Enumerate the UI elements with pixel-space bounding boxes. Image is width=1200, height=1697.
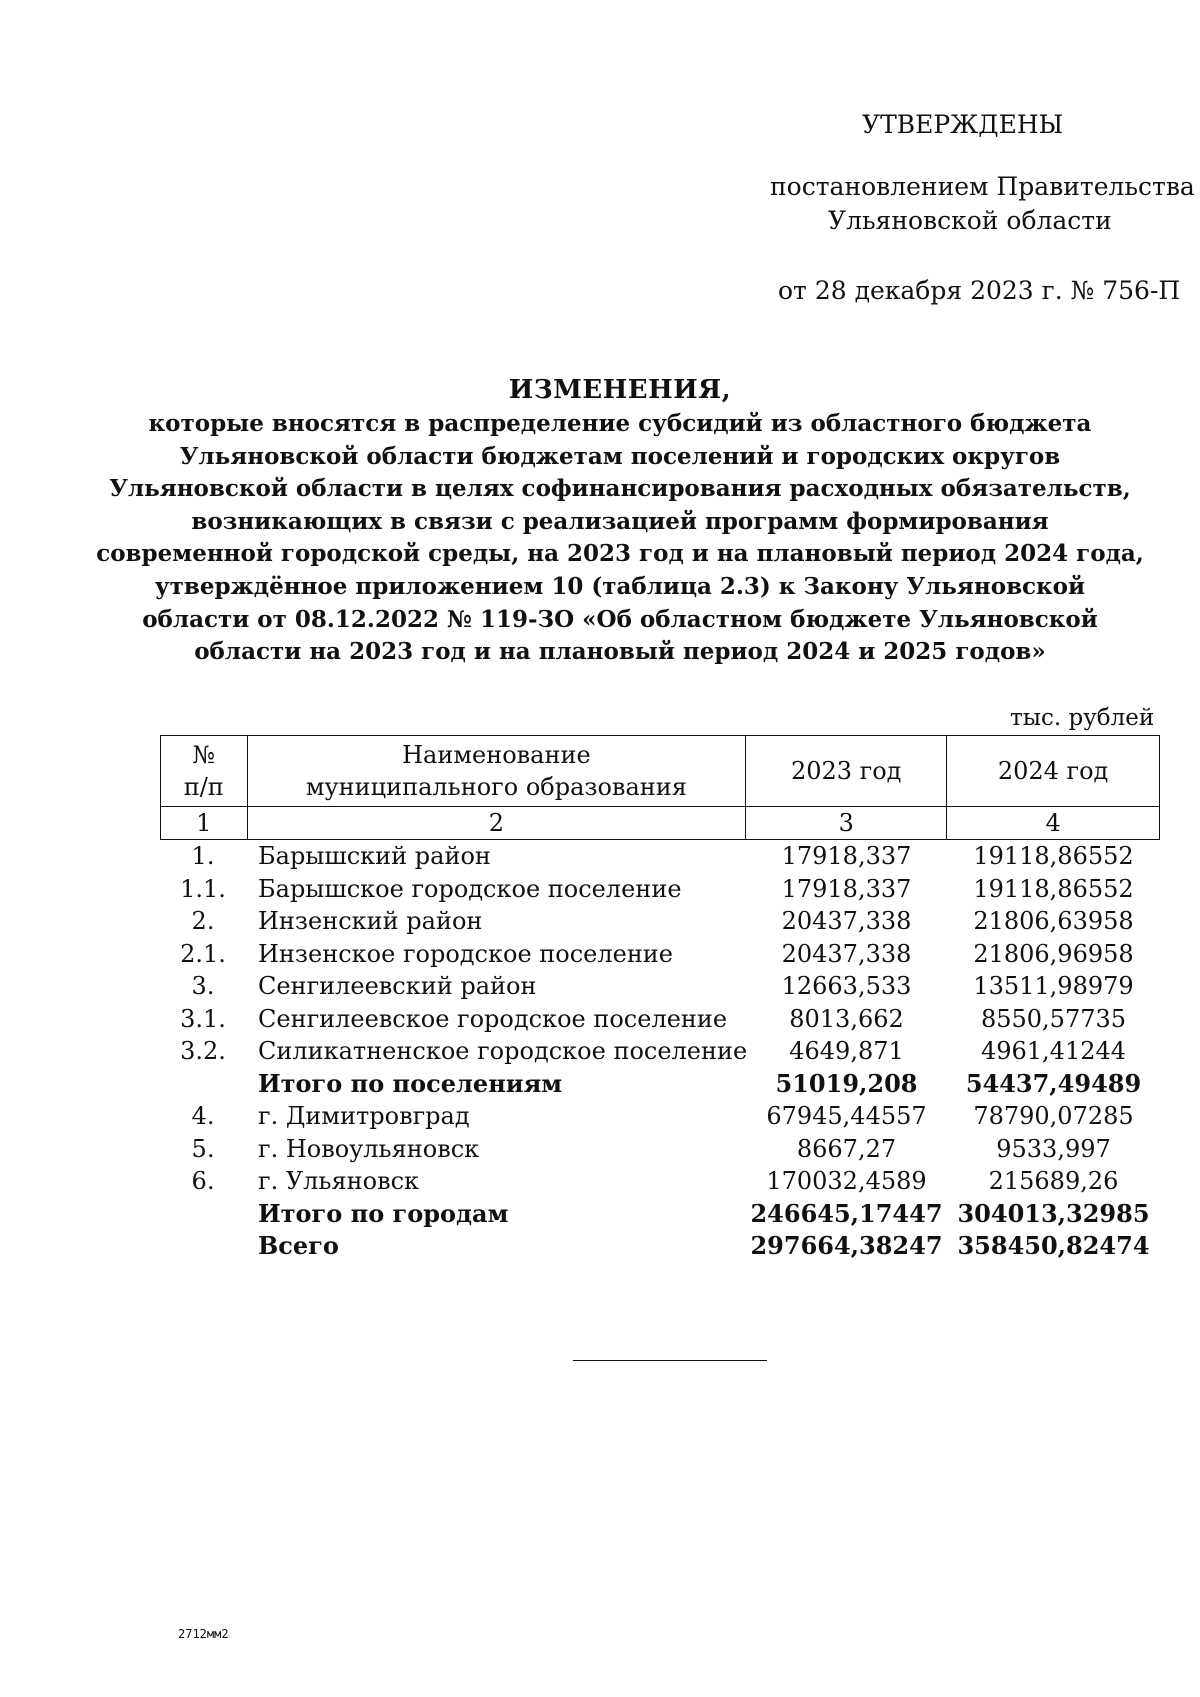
title-line: области от 08.12.2022 № 119-ЗО «Об областном бюджете Ульяновской	[142, 605, 1098, 633]
row-number: 1.	[191, 842, 215, 870]
row-name: Инзенский район	[258, 907, 483, 935]
row-value-2023: 12663,533	[781, 972, 912, 1000]
row-value-2024: 358450,82474	[957, 1231, 1150, 1260]
row-name: Сенгилеевский район	[258, 972, 537, 1000]
row-value-2023: 170032,4589	[766, 1167, 927, 1195]
column-number: 2	[247, 807, 746, 840]
row-name: г. Новоульяновск	[258, 1134, 480, 1163]
row-name: Силикатненское городское поселение	[258, 1037, 748, 1065]
row-name: г. Ульяновск	[258, 1167, 420, 1195]
row-value-2023: 20437,338	[781, 907, 912, 935]
table-row	[160, 840, 1160, 873]
row-name: Барышский район	[258, 842, 491, 870]
table-body	[160, 840, 1160, 1263]
approval-date-number: от 28 декабря 2023 г. № 756-П	[778, 276, 1181, 305]
approval-heading: УТВЕРЖДЕНЫ	[862, 110, 1064, 139]
row-value-2024: 13511,98979	[973, 972, 1134, 1000]
table-row	[160, 970, 1160, 1003]
approval-line-1: постановлением Правительства	[770, 172, 1195, 201]
row-value-2024: 78790,07285	[973, 1102, 1134, 1130]
row-value-2024: 19118,86552	[973, 874, 1134, 903]
row-number: 2.1.	[180, 939, 226, 968]
subtotal-row-cities	[160, 1198, 1160, 1231]
footer-code: 2712мм2	[178, 1627, 229, 1641]
table-row	[160, 873, 1160, 906]
row-value-2023: 297664,38247	[750, 1231, 943, 1260]
title-line: утверждённое приложением 10 (таблица 2.3) к Закону Ульяновской	[154, 572, 1086, 600]
row-value-2023: 17918,337	[781, 842, 912, 870]
row-value-2023: 246645,17447	[750, 1198, 943, 1228]
row-value-2023: 17918,337	[781, 874, 912, 903]
title-line: Ульяновской области в целях софинансирования расходных обязательств,	[109, 475, 1131, 503]
header-name-line1: Наименование	[402, 741, 591, 769]
row-value-2024: 54437,49489	[965, 1068, 1142, 1098]
title-line: Ульяновской области бюджетам поселений и городских округов	[179, 442, 1061, 470]
closing-rule-divider	[573, 1360, 767, 1361]
row-value-2023: 67945,44557	[766, 1102, 927, 1130]
row-name: г. Димитровград	[258, 1102, 470, 1130]
table-row	[160, 905, 1160, 938]
row-value-2024: 19118,86552	[973, 842, 1134, 870]
row-name: Итого по городам	[258, 1198, 509, 1228]
row-value-2023: 51019,208	[775, 1068, 918, 1098]
header-num-line2: п/п	[183, 773, 224, 801]
row-value-2024: 304013,32985	[957, 1198, 1150, 1228]
table-header	[160, 735, 1160, 840]
row-number: 3.	[191, 972, 215, 1000]
row-value-2023: 4649,871	[789, 1037, 904, 1065]
table-row	[160, 1003, 1160, 1036]
header-num-line1: №	[192, 741, 216, 769]
header-num-cell	[161, 736, 248, 807]
row-value-2024: 215689,26	[988, 1167, 1119, 1195]
column-number: 1	[161, 807, 248, 840]
approval-line-2: Ульяновской области	[828, 206, 1112, 235]
row-number: 3.2.	[180, 1037, 226, 1065]
header-name-line2: муниципального образования	[305, 773, 687, 801]
table-row	[160, 1165, 1160, 1198]
row-value-2023: 20437,338	[781, 939, 912, 968]
row-name: Сенгилеевское городское поселение	[258, 1004, 728, 1033]
header-2024-cell: 2024 год	[947, 736, 1160, 807]
title-line: области на 2023 год и на плановый период 2024 и 2025 годов»	[194, 638, 1046, 666]
row-name: Барышское городское поселение	[258, 874, 682, 903]
row-value-2023: 8667,27	[796, 1134, 897, 1163]
row-number: 1.1.	[180, 874, 226, 903]
row-value-2024: 8550,57735	[980, 1004, 1127, 1033]
row-name: Итого по поселениям	[258, 1068, 563, 1098]
table-row	[160, 1100, 1160, 1133]
row-number: 5.	[191, 1134, 215, 1163]
row-value-2024: 21806,63958	[973, 907, 1134, 935]
row-number: 4.	[191, 1102, 215, 1130]
row-number: 3.1.	[180, 1004, 226, 1033]
table-row	[160, 1133, 1160, 1166]
title-line: возникающих в связи с реализацией программ формирования	[191, 507, 1049, 535]
row-value-2024: 9533,997	[996, 1134, 1111, 1163]
row-name: Всего	[258, 1231, 339, 1260]
column-number: 3	[746, 807, 947, 840]
column-number: 4	[947, 807, 1160, 840]
units-label: тыс. рублей	[1010, 705, 1155, 731]
title-main: ИЗМЕНЕНИЯ,	[508, 375, 732, 405]
subtotal-row-settlements	[160, 1068, 1160, 1101]
header-name-cell	[247, 736, 746, 807]
row-number: 2.	[191, 907, 215, 935]
row-value-2024: 21806,96958	[973, 939, 1134, 968]
row-value-2023: 8013,662	[789, 1004, 904, 1033]
table-row	[160, 1035, 1160, 1068]
table-row	[160, 938, 1160, 971]
row-value-2024: 4961,41244	[980, 1037, 1127, 1065]
row-name: Инзенское городское поселение	[258, 939, 674, 968]
document-title	[80, 372, 1160, 669]
title-line: современной городской среды, на 2023 год и на плановый период 2024 года,	[96, 540, 1144, 568]
title-line: которые вносятся в распределение субсидий из областного бюджета	[148, 410, 1092, 437]
header-2023-cell: 2023 год	[746, 736, 947, 807]
row-number: 6.	[191, 1167, 215, 1195]
total-row	[160, 1230, 1160, 1263]
